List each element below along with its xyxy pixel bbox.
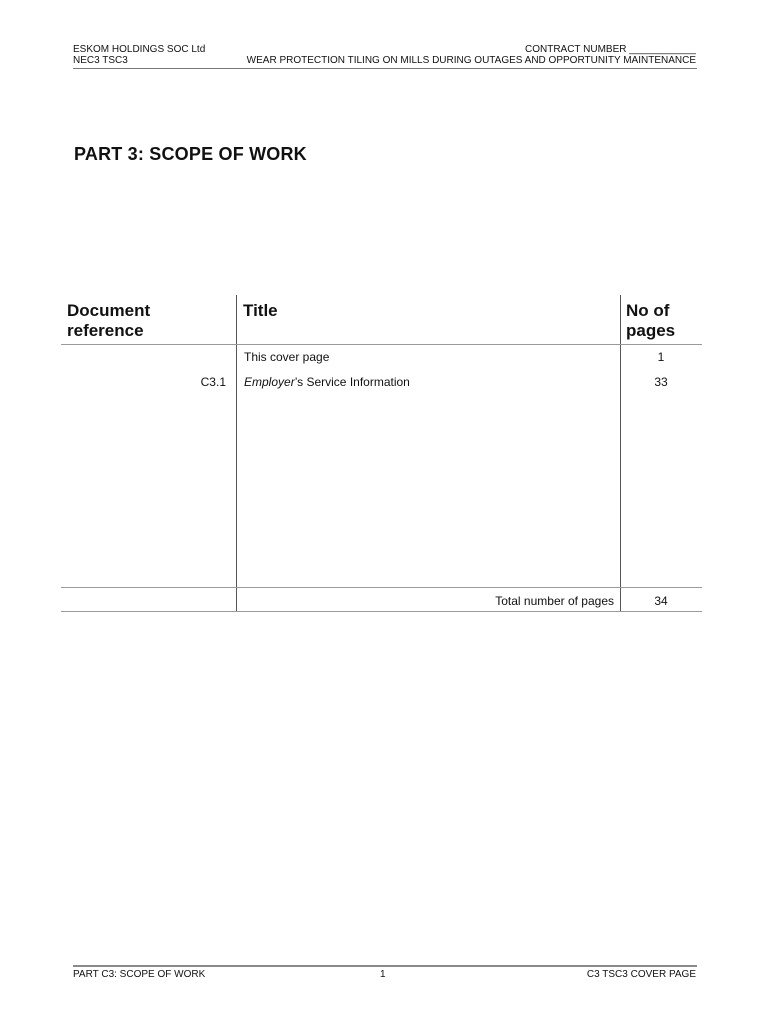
page-title: PART 3: SCOPE OF WORK	[74, 144, 307, 164]
footer-section: PART C3: SCOPE OF WORK	[73, 969, 206, 980]
row-title-emphasis: Employer	[244, 375, 295, 389]
row-pages: 33	[654, 375, 668, 389]
header-company: ESKOM HOLDINGS SOC Ltd	[73, 44, 206, 55]
col-divider-2	[620, 295, 621, 612]
total-pages: 34	[654, 594, 668, 608]
header-contract-number: CONTRACT NUMBER ____________	[524, 44, 696, 55]
total-row-top-rule	[61, 587, 702, 588]
footer-doc-label: C3 TSC3 COVER PAGE	[586, 969, 696, 980]
col-header-title: Title	[243, 301, 278, 320]
footer-page-number: 1	[380, 969, 386, 980]
total-row-bottom-rule	[61, 611, 702, 612]
row-title-text: ’s Service Information	[294, 375, 410, 389]
col-header-pages-line2: pages	[626, 321, 676, 340]
col-header-doc-ref	[67, 301, 150, 341]
row-title	[244, 350, 329, 364]
col-header-doc-ref-line2: reference	[67, 321, 144, 340]
col-header-pages-line1: No of	[626, 301, 670, 320]
header-rule	[73, 68, 697, 69]
footer-rule	[73, 965, 697, 967]
col-divider-1	[236, 295, 237, 612]
col-header-pages	[626, 301, 675, 341]
header-contract-type: NEC3 TSC3	[73, 55, 128, 66]
header-row-rule	[61, 344, 702, 345]
header-project-title: WEAR PROTECTION TILING ON MILLS DURING OUTAGES AND OPPORTUNITY MAINTENANCE	[246, 55, 696, 66]
row-title	[244, 375, 410, 389]
col-header-doc-ref-line1: Document	[67, 301, 151, 320]
row-pages: 1	[657, 350, 665, 364]
row-doc-ref: C3.1	[200, 375, 226, 389]
row-title-text: This cover page	[244, 350, 330, 364]
total-label: Total number of pages	[495, 594, 614, 608]
